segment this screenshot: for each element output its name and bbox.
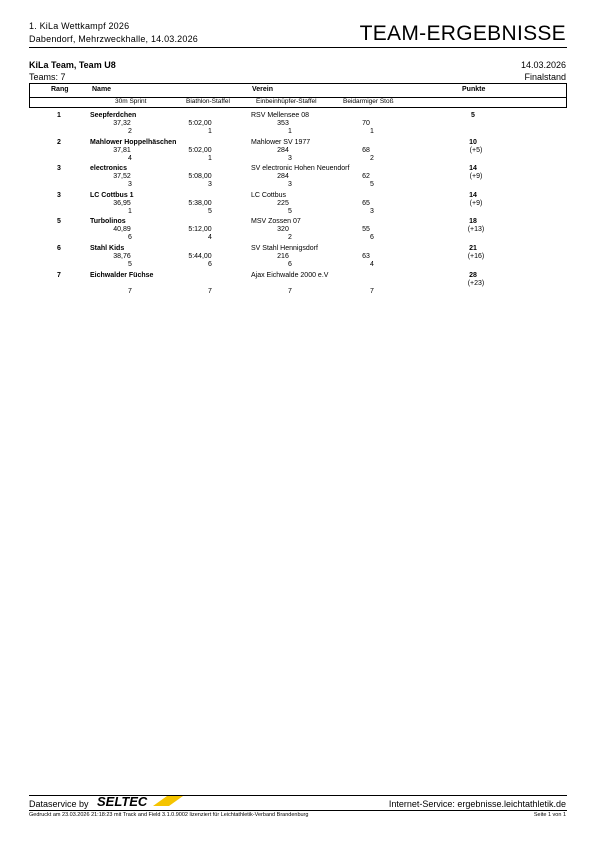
row-result: 5:08,00: [188, 173, 212, 181]
row-result: 37,52: [113, 173, 131, 181]
row-result: 70: [362, 120, 370, 127]
logo-text: SELTEC: [97, 794, 148, 808]
row-result: 225: [277, 199, 289, 207]
row-place: 5: [288, 207, 292, 215]
row-rang: 2: [57, 138, 61, 146]
result-status: Finalstand: [524, 72, 566, 82]
page-number: Seite 1 von 1: [533, 812, 566, 818]
row-diff: (+23): [467, 279, 485, 287]
row-result: 5:12,00: [188, 226, 212, 234]
row-rang: 3: [57, 191, 61, 199]
row-result: 37,81: [113, 146, 131, 154]
seltec-logo: [97, 794, 183, 808]
subheader-stoss: Beidarmiger Stoß: [343, 98, 394, 105]
subheader-sprint: 30m Sprint: [115, 98, 147, 105]
row-punkte: 28: [469, 271, 477, 279]
row-place: 4: [128, 154, 132, 162]
row-place: 3: [288, 154, 292, 162]
row-result: 320: [277, 226, 289, 234]
row-result: 55: [362, 226, 370, 234]
row-place: 1: [208, 128, 212, 135]
subheader-einbein: Einbeinhüpfer-Staffel: [256, 98, 317, 105]
row-place: 1: [208, 154, 212, 162]
row-punkte: 5: [471, 112, 475, 119]
row-place: 6: [370, 234, 374, 242]
row-punkte: 14: [469, 165, 477, 173]
row-result: 65: [362, 199, 370, 207]
row-result: 40,89: [113, 226, 131, 234]
row-verein: RSV Mellensee 08: [251, 112, 309, 119]
row-place: 1: [370, 128, 374, 135]
row-place: 3: [128, 181, 132, 189]
row-diff: (+9): [469, 173, 483, 181]
row-result: 62: [362, 173, 370, 181]
row-place: 6: [208, 261, 212, 268]
header-rule: [29, 47, 567, 48]
row-place: 5: [208, 207, 212, 215]
row-place: 5: [128, 261, 132, 268]
row-diff: (+9): [469, 199, 483, 207]
header-verein: Verein: [252, 86, 274, 93]
row-name: Mahlower Hoppelhäschen: [90, 138, 177, 146]
row-rang: 3: [57, 165, 61, 173]
header-punkte: Punkte: [462, 86, 486, 93]
dataservice-label: Dataservice by: [29, 799, 89, 809]
row-verein: SV Stahl Hennigsdorf: [251, 245, 318, 252]
row-place: 1: [288, 128, 292, 135]
row-result: 63: [362, 253, 370, 260]
table-header: [29, 83, 567, 108]
row-place: 7: [370, 287, 374, 295]
row-rang: 5: [57, 218, 61, 226]
row-verein: Mahlower SV 1977: [251, 138, 311, 146]
row-rang: 1: [57, 112, 61, 119]
row-punkte: 10: [469, 138, 477, 146]
event-title: 1. KiLa Wettkampf 2026: [29, 21, 130, 31]
row-place: 7: [128, 287, 132, 295]
row-place: 2: [128, 128, 132, 135]
row-verein: LC Cottbus: [251, 191, 287, 199]
row-name: Seepferdchen: [90, 112, 137, 119]
competition-name: KiLa Team, Team U8: [29, 60, 116, 70]
row-result: 5:02,00: [188, 120, 212, 127]
header-name: Name: [92, 86, 112, 93]
row-place: 6: [288, 261, 292, 268]
team-count: Teams: 7: [29, 72, 66, 82]
row-result: 5:38,00: [188, 199, 212, 207]
row-name: Turbolinos: [90, 218, 126, 226]
row-diff: (+16): [467, 253, 485, 260]
row-punkte: 21: [469, 245, 477, 252]
row-place: 4: [208, 234, 212, 242]
row-place: 4: [370, 261, 374, 268]
row-place: 3: [288, 181, 292, 189]
row-result: 353: [277, 120, 289, 127]
row-result: 5:02,00: [188, 146, 212, 154]
row-verein: Ajax Eichwalde 2000 e.V: [251, 271, 329, 279]
row-place: 3: [208, 181, 212, 189]
row-name: electronics: [90, 165, 127, 173]
row-result: 37,32: [113, 120, 131, 127]
row-name: LC Cottbus 1: [90, 191, 134, 199]
header-rang: Rang: [51, 86, 69, 93]
document-title: TEAM-ERGEBNISSE: [359, 22, 566, 45]
row-place: 7: [288, 287, 292, 295]
row-diff: (+13): [467, 226, 485, 234]
row-result: 284: [277, 173, 289, 181]
footer-rule-2: [29, 810, 567, 811]
row-result: 36,95: [113, 199, 131, 207]
subheader-biathlon: Biathlon-Staffel: [186, 98, 230, 105]
event-subtitle: Dabendorf, Mehrzweckhalle, 14.03.2026: [29, 34, 198, 44]
internet-service: Internet-Service: ergebnisse.leichtathletik.de: [388, 799, 566, 809]
row-result: 5:44,00: [188, 253, 212, 260]
row-verein: MSV Zossen 07: [251, 218, 301, 226]
row-result: 38,76: [113, 253, 131, 260]
row-result: 216: [277, 253, 289, 260]
row-place: 2: [370, 154, 374, 162]
row-punkte: 18: [469, 218, 477, 226]
row-place: 1: [128, 207, 132, 215]
row-place: 2: [288, 234, 292, 242]
row-verein: SV electronic Hohen Neuendorf: [251, 165, 350, 173]
row-name: Stahl Kids: [90, 245, 125, 252]
row-punkte: 14: [469, 191, 477, 199]
row-place: 3: [370, 207, 374, 215]
printed-info: Gedruckt am 23.03.2026 21:18:23 mit Track and Field 3.1.0.9002 lizenziert für Leichtathletik-Verband Brandenburg: [29, 812, 309, 818]
row-rang: 7: [57, 271, 61, 279]
row-place: 5: [370, 181, 374, 189]
row-result: 284: [277, 146, 289, 154]
row-rang: 6: [57, 245, 61, 252]
row-place: 6: [128, 234, 132, 242]
row-diff: (+5): [469, 146, 483, 154]
row-result: 68: [362, 146, 370, 154]
row-place: 7: [208, 287, 212, 295]
competition-date: 14.03.2026: [520, 60, 566, 70]
row-name: Eichwalder Füchse: [90, 271, 154, 279]
